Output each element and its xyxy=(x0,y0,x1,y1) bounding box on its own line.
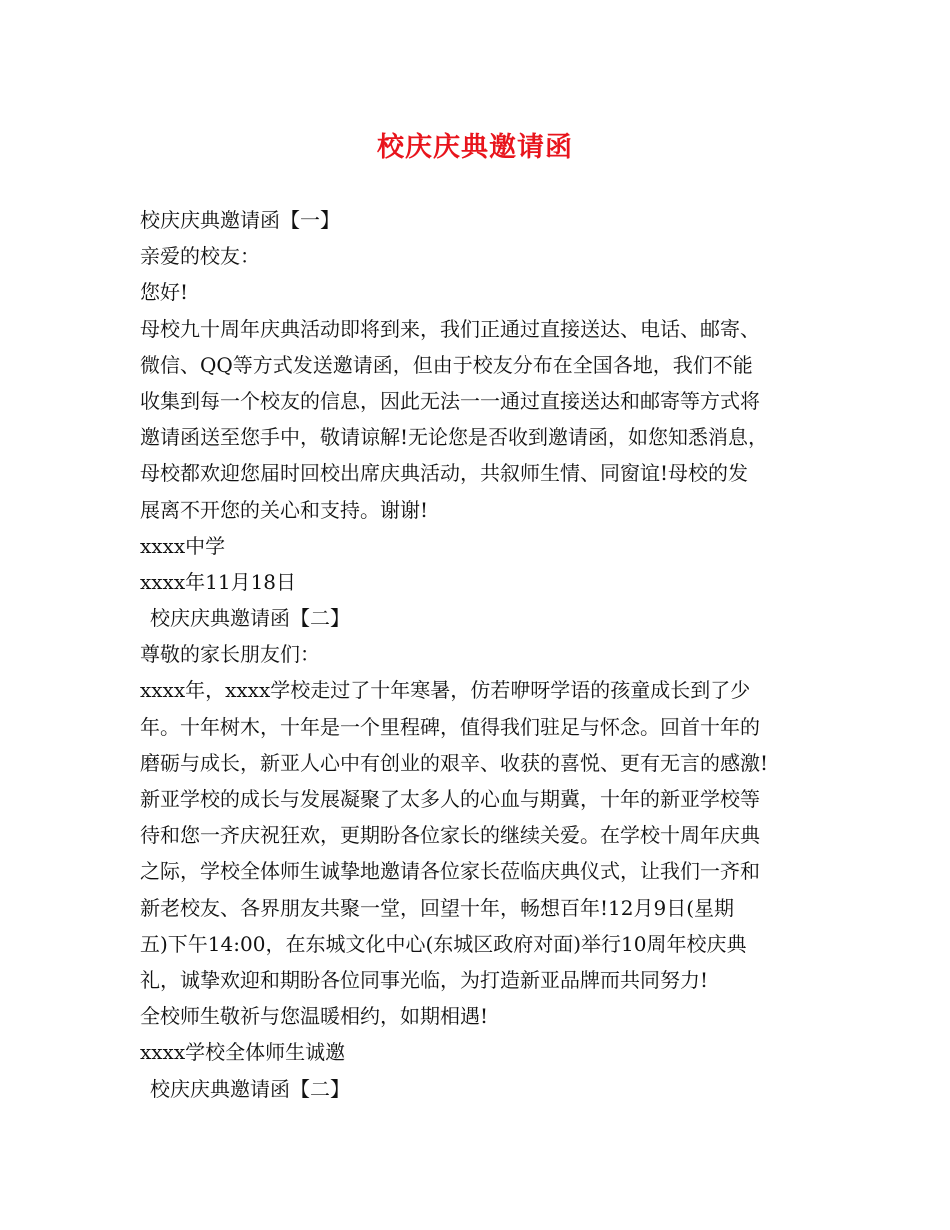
document-body xyxy=(140,202,820,1107)
paragraph-line: 年。十年树木，十年是一个里程碑，值得我们驻足与怀念。回首十年的 xyxy=(140,714,760,739)
salutation-1: 亲爱的校友： xyxy=(140,244,260,269)
section-heading-2: 校庆庆典邀请函【二】 xyxy=(150,606,350,631)
document-title: 校庆庆典邀请函 xyxy=(377,132,573,163)
signature-sender-2: xxxx学校全体师生诚邀 xyxy=(140,1040,346,1065)
paragraph-line: 邀请函送至您手中，敬请谅解!无论您是否收到邀请函，如您知悉消息， xyxy=(140,425,769,450)
section-heading-1: 校庆庆典邀请函【一】 xyxy=(140,208,340,232)
paragraph-line: xxxx年，xxxx学校走过了十年寒暑，仿若咿呀学语的孩童成长到了少 xyxy=(140,678,751,703)
signature-date-1: xxxx年11月18日 xyxy=(140,569,297,594)
paragraph-line: 母校都欢迎您届时回校出席庆典活动，共叙师生情、同窗谊!母校的发 xyxy=(140,461,749,486)
paragraph-line: 新亚学校的成长与发展凝聚了太多人的心血与期冀，十年的新亚学校等 xyxy=(140,787,760,811)
paragraph-line: 待和您一齐庆祝狂欢，更期盼各位家长的继续关爱。在学校十周年庆典 xyxy=(140,823,760,848)
section-heading-3: 校庆庆典邀请函【二】 xyxy=(150,1076,350,1101)
greeting: 您好! xyxy=(140,280,189,305)
paragraph-line: 磨砺与成长，新亚人心中有创业的艰辛、收获的喜悦、更有无言的感激! xyxy=(140,750,769,775)
paragraph-line: 礼，诚挚欢迎和期盼各位同事光临，为打造新亚品牌而共同努力! xyxy=(140,967,709,992)
paragraph-line: 五)下午14:00，在东城文化中心(东城区政府对面)举行10周年校庆典 xyxy=(140,931,747,956)
closing-line: 全校师生敬祈与您温暖相约，如期相遇! xyxy=(140,1004,489,1029)
paragraph-line: 新老校友、各界朋友共聚一堂，回望十年，畅想百年!12月9日(星期 xyxy=(140,895,735,920)
paragraph-line: 母校九十周年庆典活动即将到来，我们正通过直接送达、电话、邮寄、 xyxy=(140,316,760,341)
paragraph-line: 展离不开您的关心和支持。谢谢! xyxy=(140,497,429,522)
paragraph-line: 微信、QQ等方式发送邀请函，但由于校友分布在全国各地，我们不能 xyxy=(140,352,753,377)
salutation-2: 尊敬的家长朋友们： xyxy=(140,642,320,667)
signature-sender-1: xxxx中学 xyxy=(140,533,226,558)
paragraph-line: 收集到每一个校友的信息，因此无法一一通过直接送达和邮寄等方式将 xyxy=(140,388,760,413)
paragraph-line: 之际，学校全体师生诚挚地邀请各位家长莅临庆典仪式，让我们一齐和 xyxy=(140,859,760,884)
